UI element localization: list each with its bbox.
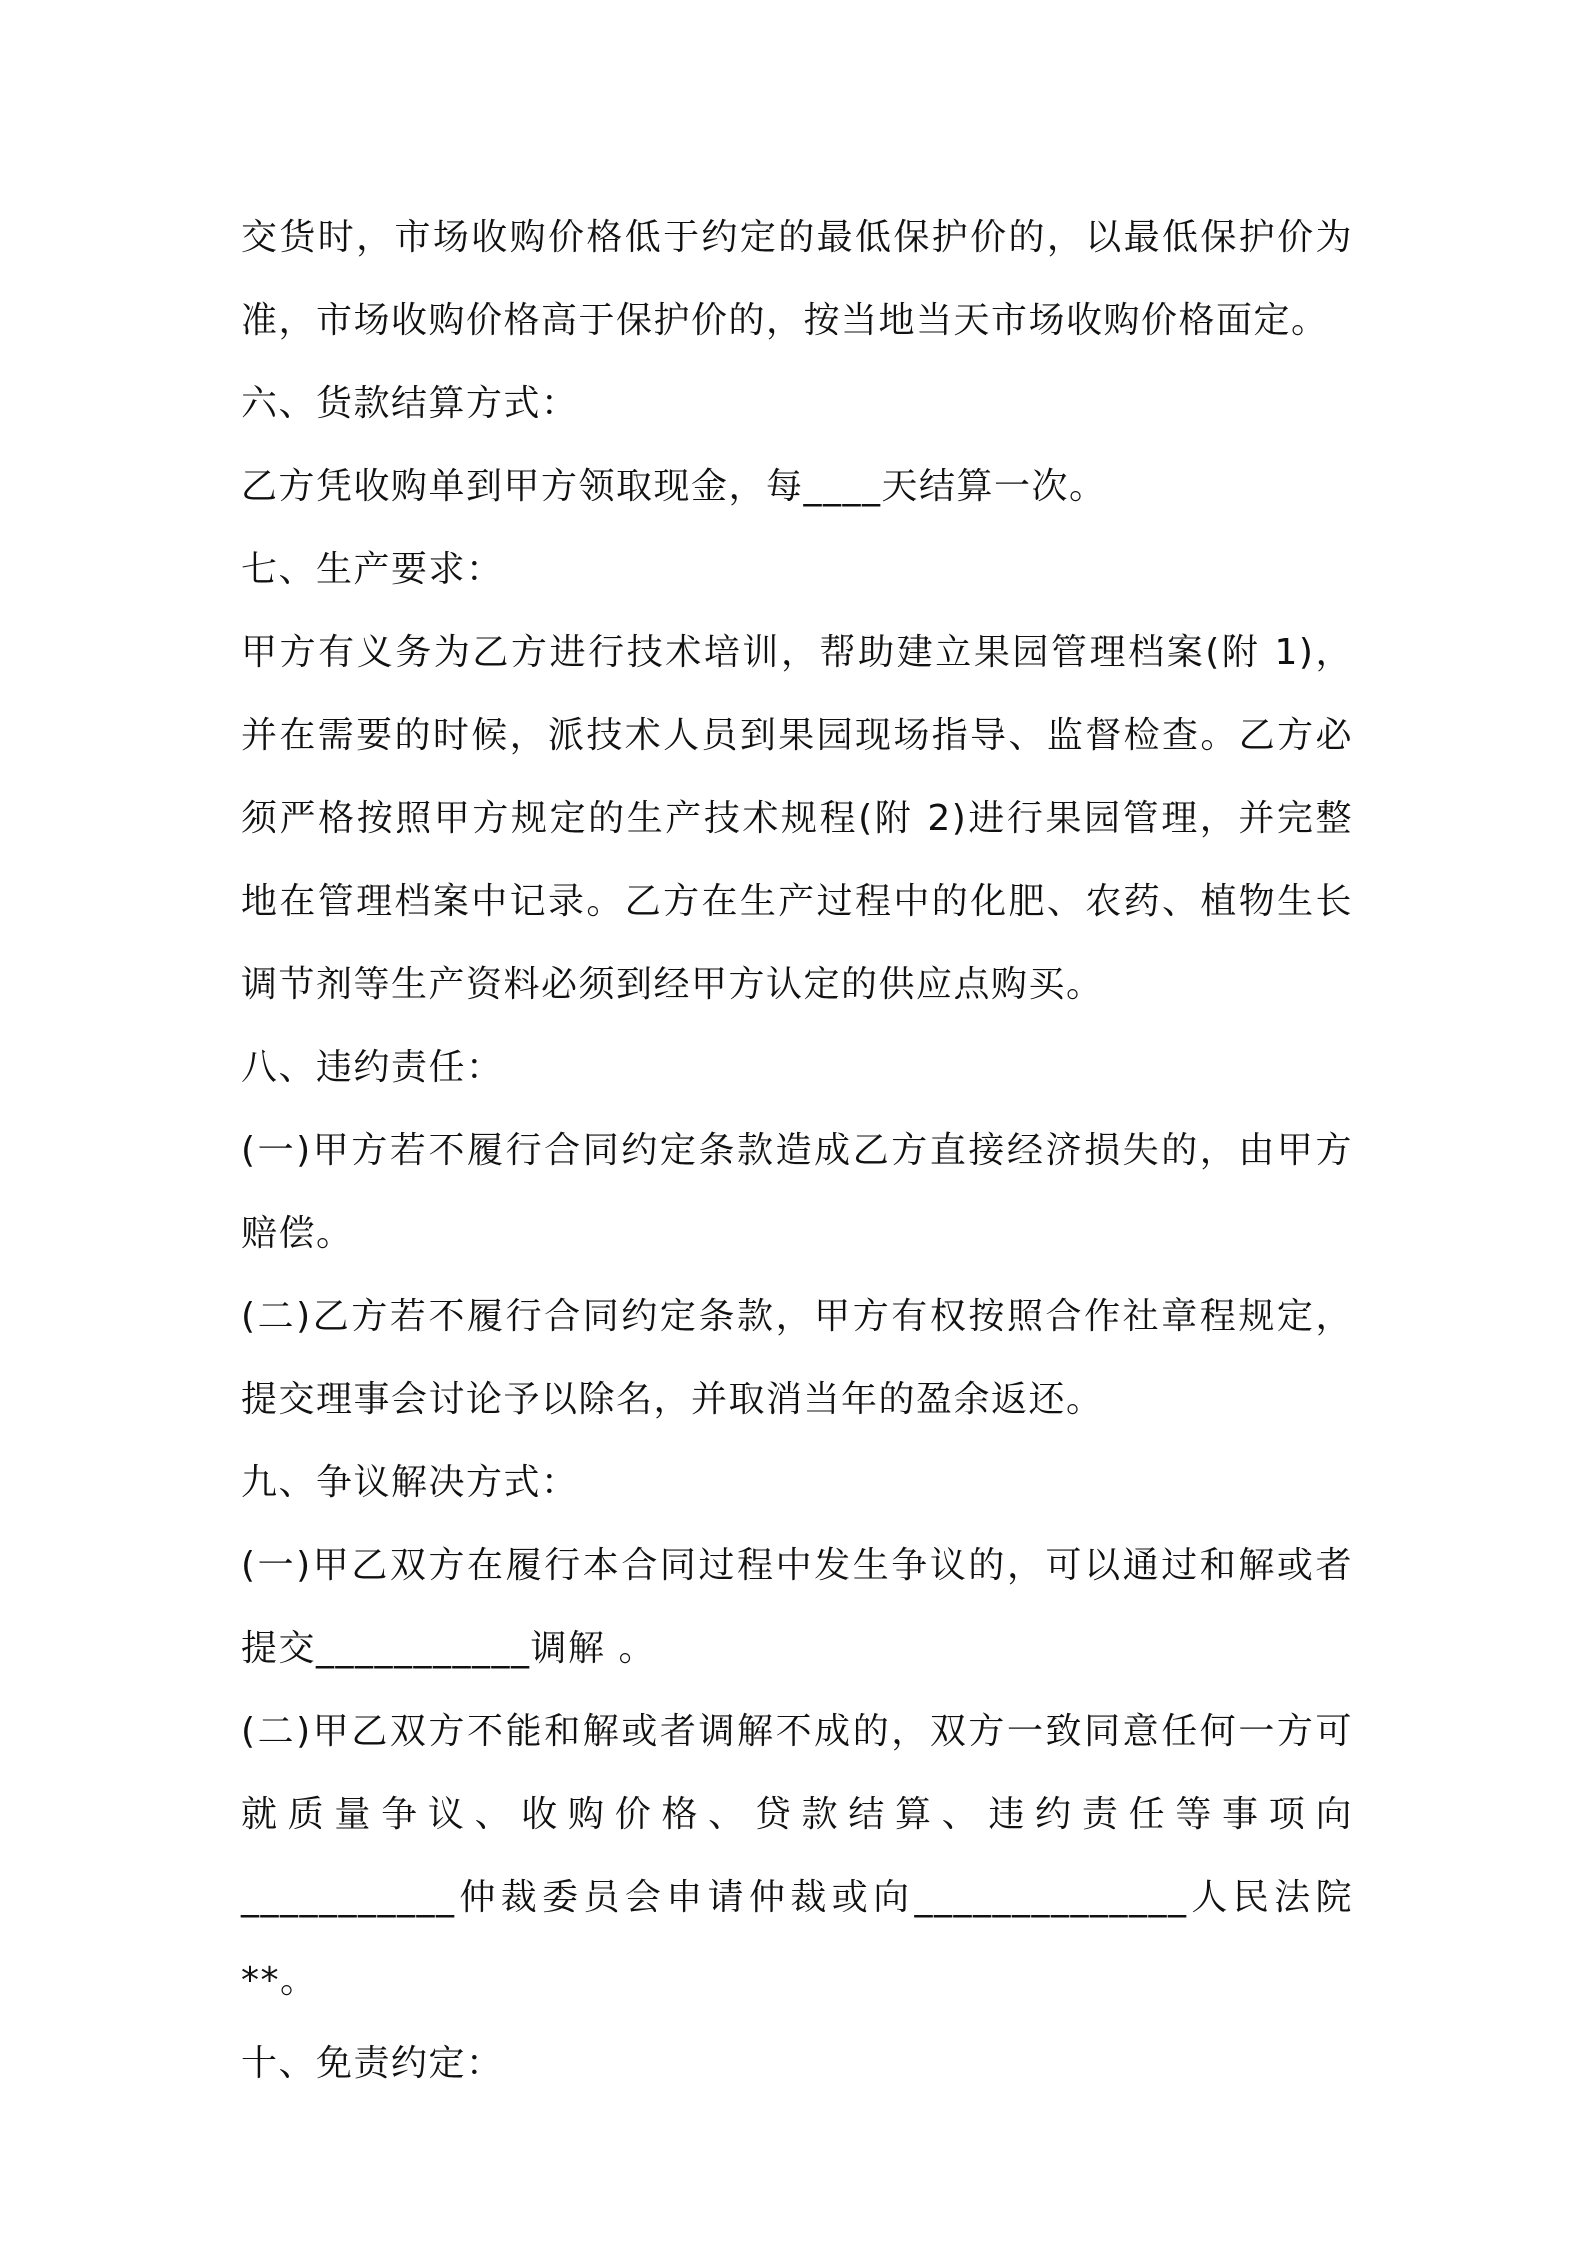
document-body [241, 196, 1353, 2105]
heading-payment-settlement: 六、货款结算方式： [241, 383, 579, 424]
heading-exemption: 十、免责约定： [241, 2043, 504, 2084]
paragraph-dispute-arbitration: (二)甲乙双方不能和解或者调解不成的，双方一致同意任何一方可就质量争议、收购价格、贷款结算、违约责任等事项向___________仲裁委员会申请仲裁或向______________人民法院**。 [241, 1711, 1353, 2001]
paragraph-breach-party-b: (二)乙方若不履行合同约定条款，甲方有权按照合作社章程规定，提交理事会讨论予以除名，并取消当年的盈余返还。 [241, 1296, 1353, 1420]
heading-production-requirements: 七、生产要求： [241, 549, 504, 590]
paragraph-payment-settlement: 乙方凭收购单到甲方领取现金，每____天结算一次。 [241, 466, 1107, 507]
paragraph-breach-party-a: (一)甲方若不履行合同约定条款造成乙方直接经济损失的，由甲方赔偿。 [241, 1130, 1353, 1254]
heading-breach-liability: 八、违约责任： [241, 1047, 504, 1088]
heading-dispute-resolution: 九、争议解决方式： [241, 1462, 579, 1503]
paragraph-production-requirements: 甲方有义务为乙方进行技术培训，帮助建立果园管理档案(附 1)，并在需要的时候，派技术人员到果园现场指导、监督检查。乙方必须严格按照甲方规定的生产技术规程(附 2)进行果园管理，并完整地在管理档案中记录。乙方在生产过程中的化肥、农药、植物生长调节剂等生产资料必须到经甲方认定的供应点购买。 [241, 632, 1353, 1005]
paragraph-dispute-mediation: (一)甲乙双方在履行本合同过程中发生争议的，可以通过和解或者提交___________调解 。 [241, 1545, 1353, 1669]
paragraph-delivery-price: 交货时，市场收购价格低于约定的最低保护价的，以最低保护价为准，市场收购价格高于保护价的，按当地当天市场收购价格面定。 [241, 217, 1353, 341]
